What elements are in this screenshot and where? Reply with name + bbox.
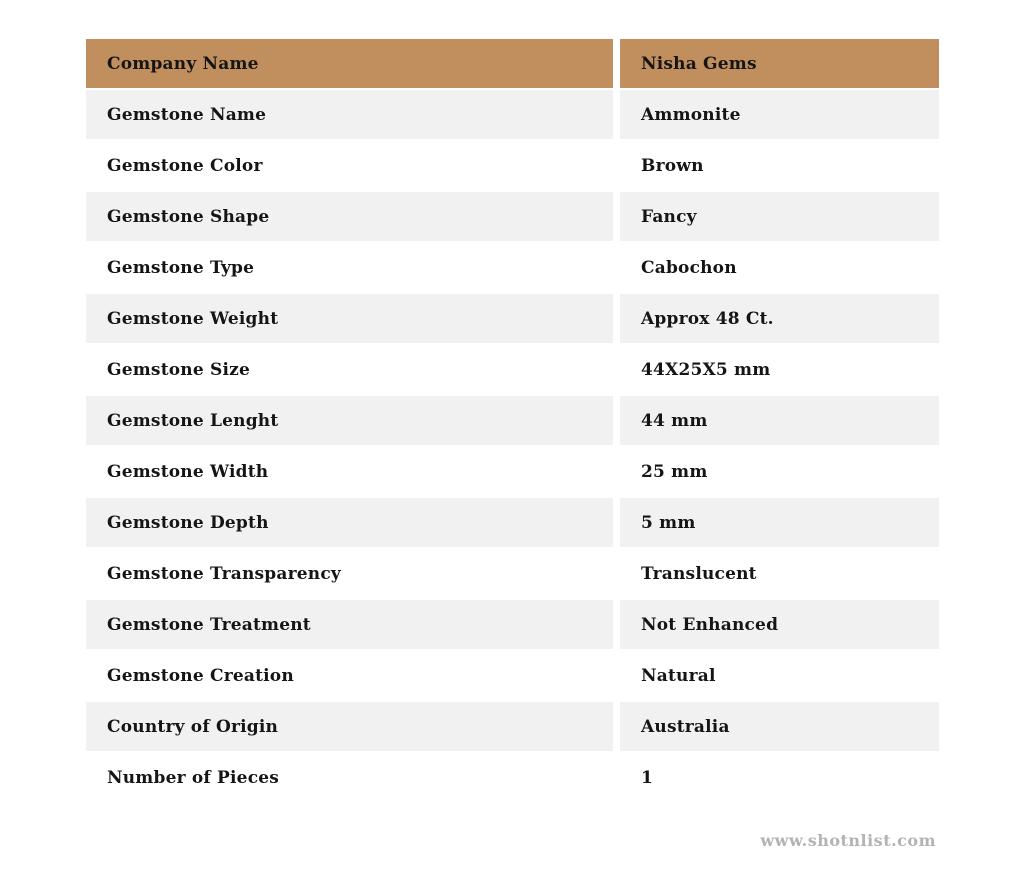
table-row <box>86 498 939 547</box>
row-label: Gemstone Shape <box>86 192 613 241</box>
table-row <box>86 192 939 241</box>
row-value: Not Enhanced <box>620 600 939 649</box>
table-row <box>86 396 939 445</box>
row-value: Translucent <box>620 549 939 598</box>
row-label: Country of Origin <box>86 702 613 751</box>
row-value: Approx 48 Ct. <box>620 294 939 343</box>
row-value: 1 <box>620 753 939 802</box>
row-label: Gemstone Name <box>86 90 613 139</box>
row-label: Gemstone Transparency <box>86 549 613 598</box>
row-label: Gemstone Treatment <box>86 600 613 649</box>
table-row <box>86 243 939 292</box>
table-row <box>86 294 939 343</box>
row-label: Number of Pieces <box>86 753 613 802</box>
row-value: Australia <box>620 702 939 751</box>
row-value: 25 mm <box>620 447 939 496</box>
row-value: 5 mm <box>620 498 939 547</box>
row-label: Gemstone Width <box>86 447 613 496</box>
header-value-cell: Nisha Gems <box>620 39 939 88</box>
row-label: Gemstone Type <box>86 243 613 292</box>
table-row <box>86 651 939 700</box>
row-value: Natural <box>620 651 939 700</box>
row-label: Gemstone Lenght <box>86 396 613 445</box>
row-value: Ammonite <box>620 90 939 139</box>
row-value: 44X25X5 mm <box>620 345 939 394</box>
header-label-cell: Company Name <box>86 39 613 88</box>
table-row <box>86 702 939 751</box>
row-label: Gemstone Creation <box>86 651 613 700</box>
table-row <box>86 141 939 190</box>
watermark-text: www.shotnlist.com <box>760 831 936 850</box>
table-header-row <box>86 39 939 88</box>
row-label: Gemstone Color <box>86 141 613 190</box>
row-label: Gemstone Depth <box>86 498 613 547</box>
table-row <box>86 345 939 394</box>
row-value: Fancy <box>620 192 939 241</box>
row-label: Gemstone Size <box>86 345 613 394</box>
table-row <box>86 90 939 139</box>
gemstone-spec-table <box>86 39 939 804</box>
table-row <box>86 549 939 598</box>
row-value: 44 mm <box>620 396 939 445</box>
table-row <box>86 447 939 496</box>
row-value: Cabochon <box>620 243 939 292</box>
row-value: Brown <box>620 141 939 190</box>
table-row <box>86 600 939 649</box>
table-row <box>86 753 939 802</box>
row-label: Gemstone Weight <box>86 294 613 343</box>
